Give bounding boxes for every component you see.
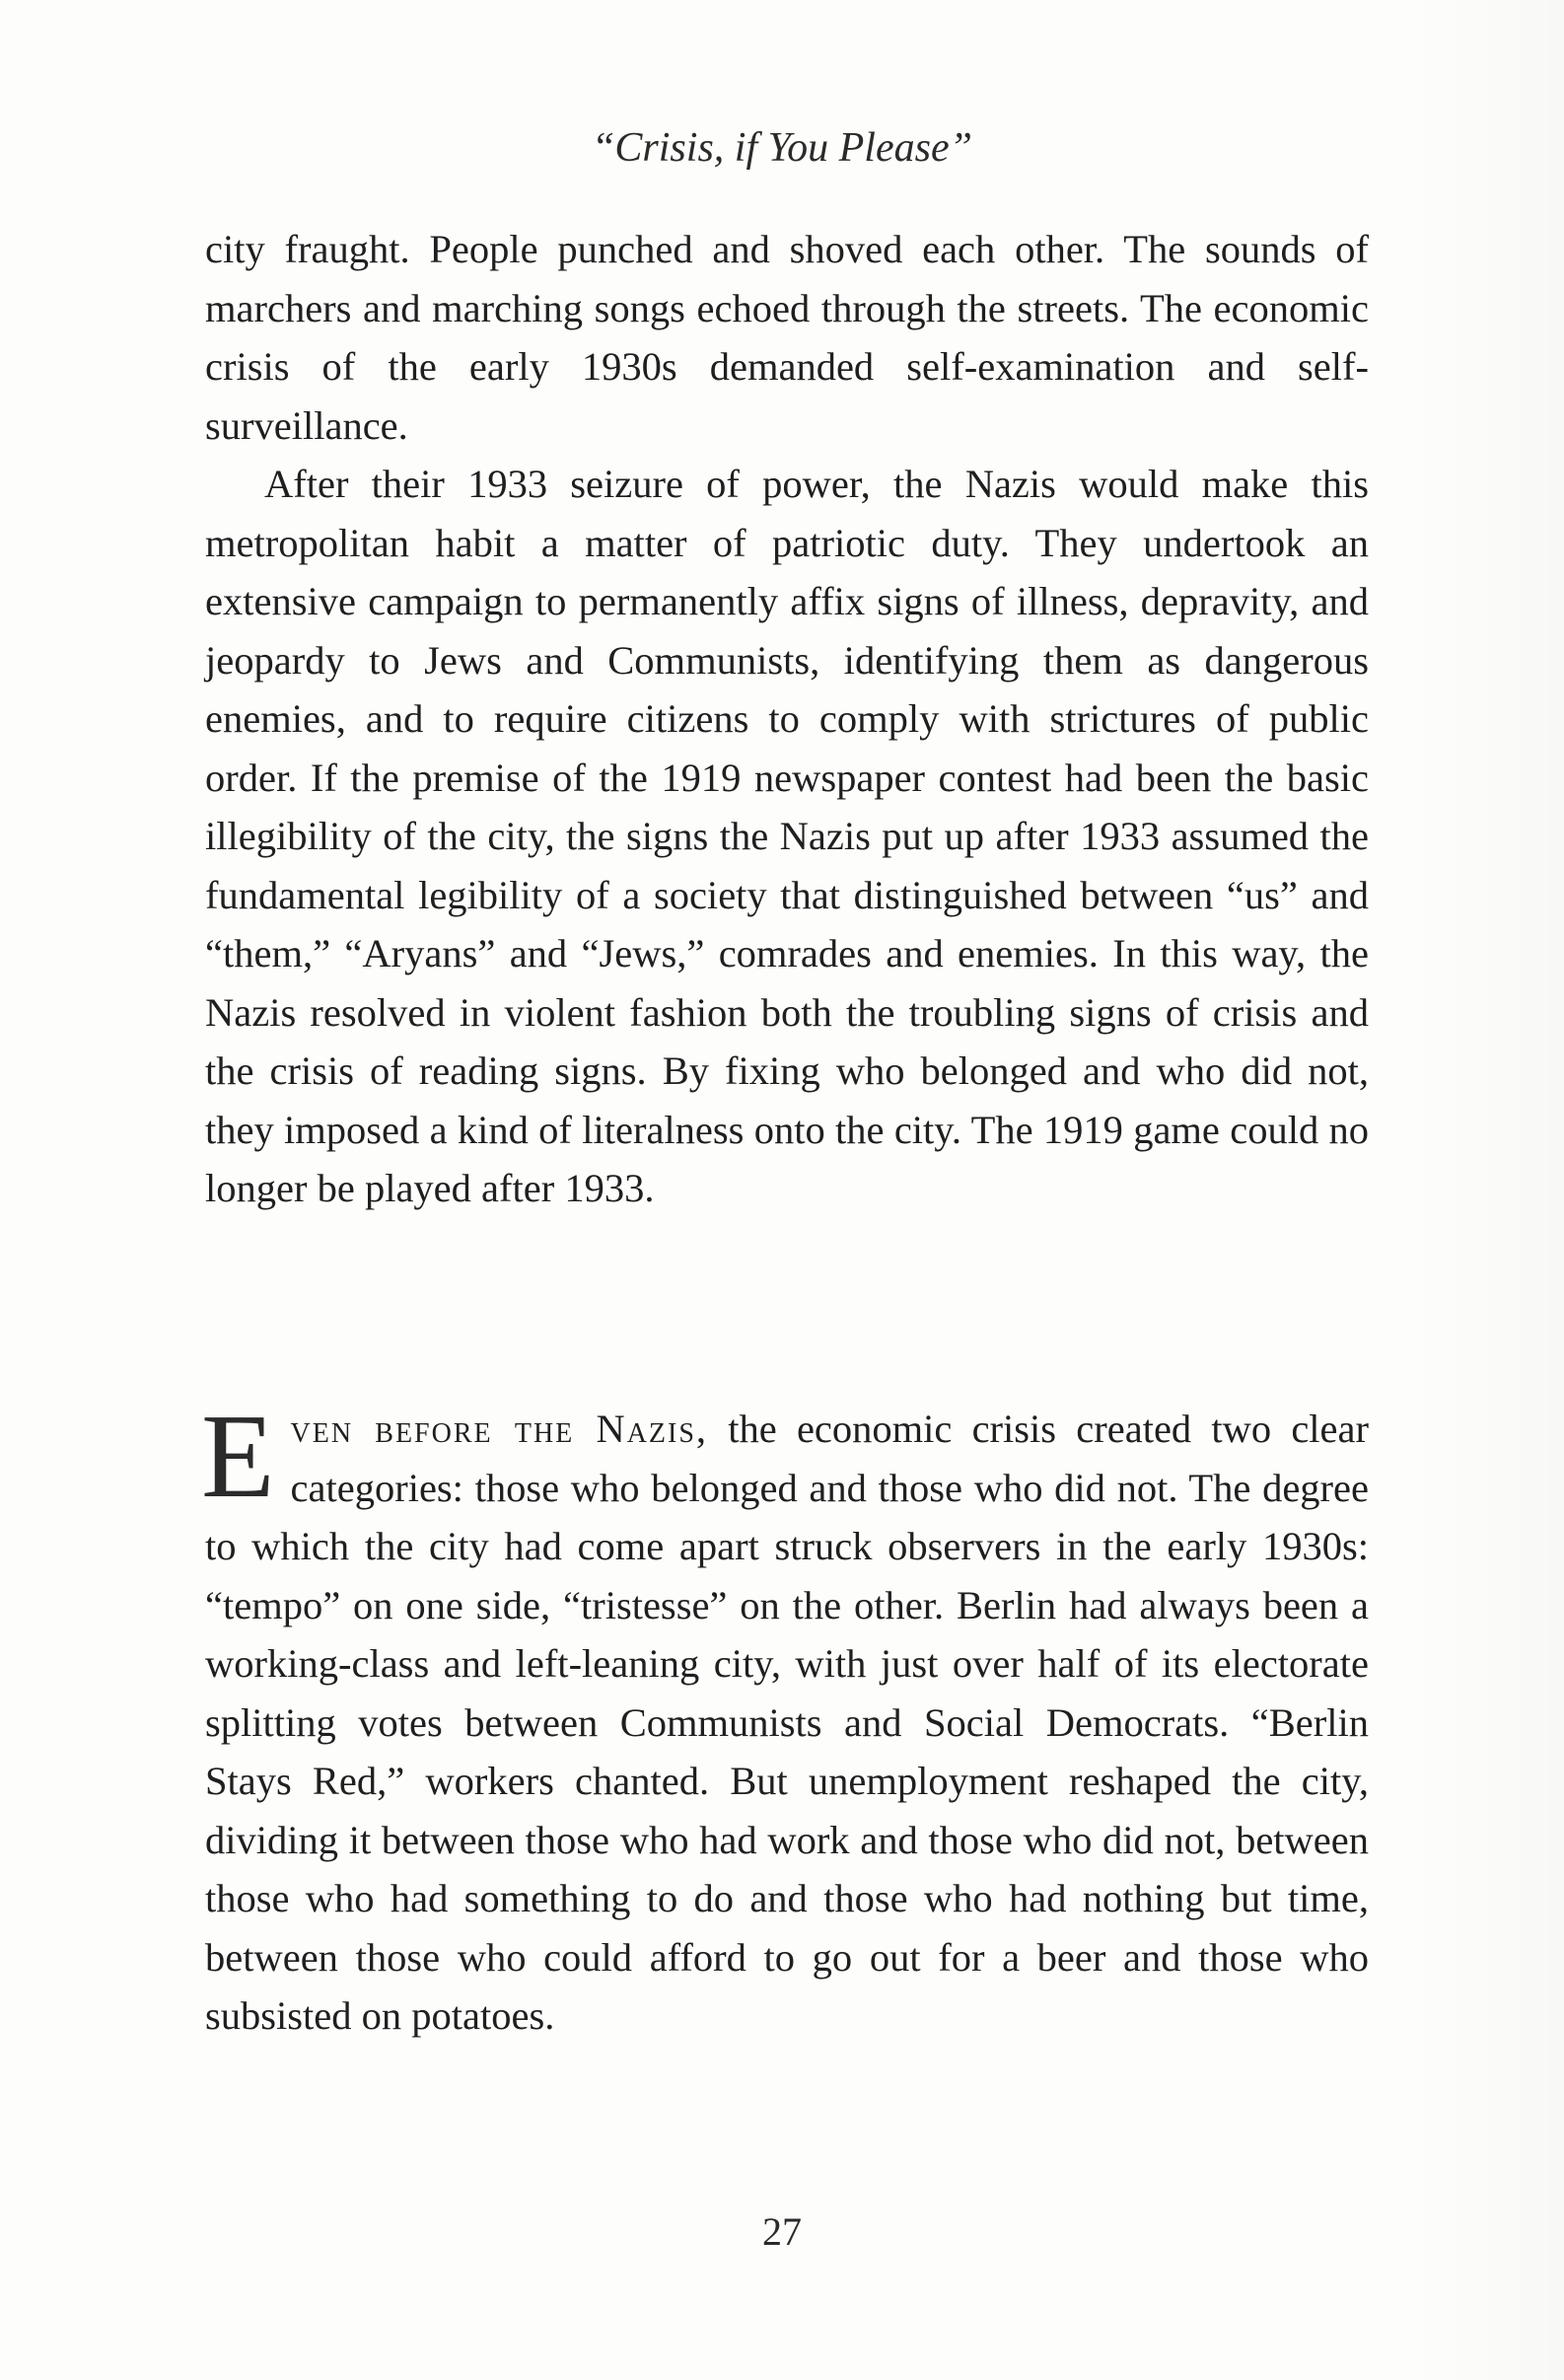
text-block-2 — [201, 1390, 1369, 2046]
scan-shadow — [1406, 0, 1564, 2380]
small-caps-lead-in: ven before the Nazis, — [290, 1406, 709, 1451]
paragraph: After their 1933 seizure of power, the Nazis would make this metropolitan habit a matter of patriotic duty. They undertook an extensive campaign to permanently affix signs of illness, depravity, and jeopardy to Jews and Communists, identifying them as dangerous enemies, and to require citizens to comply with strictures of public order. If the premise of the 1919 newspaper contest had been the basic illegibility of the city, the signs the Nazis put up after 1933 assumed the fundamental legibility of a society that distinguished between “us” and “them,” “Aryans” and “Jews,” comrades and enemies. In this way, the Nazis resolved in violent fashion both the troubling signs of crisis and the crisis of reading signs. By fixing who belonged and who did not, they imposed a kind of literalness onto the city. The 1919 game could no longer be played after 1933. — [205, 462, 1369, 1210]
drop-cap: E — [201, 1390, 275, 1523]
text-block-1 — [205, 220, 1369, 1218]
page-number: 27 — [762, 2209, 802, 2254]
paragraph-body: the economic crisis created two clear categories: those who belonged and those who did not. The degree to which the city had come apart struck observers in the early 1930s: “tempo” on one side, “tristesse” on the other. Berlin had always been a working-class and left-leaning city, with just over half of its electorate splitting votes between Communists and Social Democrats. “Berlin Stays Red,” workers chanted. But unemployment reshaped the city, dividing it between those who had work and those who did not, between those who had something to do and those who had nothing but time, between those who could afford to go out for a beer and those who subsisted on potatoes. — [205, 1406, 1369, 2038]
section-opening-paragraph — [201, 1390, 1369, 2046]
running-head: “Crisis, if You Please” — [592, 125, 972, 171]
paragraph-continued: city fraught. People punched and shoved each other. The sounds of marchers and marching songs echoed through the streets. The economic crisis of the early 1930s demanded self-examination and self-surveillance. — [205, 227, 1369, 448]
